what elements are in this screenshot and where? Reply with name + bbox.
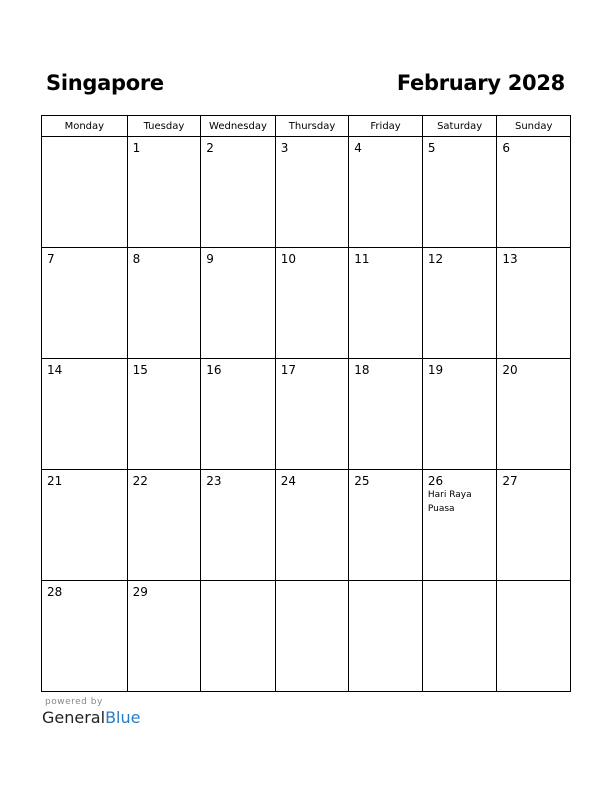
day-number: 5 [427, 141, 436, 155]
day-number: 25 [354, 474, 370, 488]
day-cell [497, 470, 571, 581]
day-cell [201, 470, 276, 581]
day-number: 6 [502, 141, 511, 155]
day-cell-holiday [422, 470, 497, 581]
day-cell [127, 137, 201, 248]
weekday-header-row [42, 116, 571, 137]
day-cell [497, 248, 571, 359]
day-number: 8 [132, 252, 141, 266]
day-number: 7 [47, 252, 55, 266]
day-cell [349, 248, 423, 359]
day-cell [422, 248, 497, 359]
weekday-header: Monday [42, 116, 128, 137]
day-number: 22 [132, 474, 148, 488]
weekday-header: Thursday [275, 116, 349, 137]
day-cell [201, 359, 276, 470]
day-number: 2 [206, 141, 214, 155]
day-cell [201, 137, 276, 248]
day-cell [275, 359, 349, 470]
day-cell [127, 359, 201, 470]
week-row [42, 581, 571, 692]
day-cell [422, 359, 497, 470]
day-cell [349, 359, 423, 470]
weekday-header: Sunday [497, 116, 571, 137]
day-cell [42, 581, 128, 692]
generalblue-logo[interactable] [42, 708, 140, 727]
day-cell [275, 137, 349, 248]
day-cell [422, 137, 497, 248]
weekday-header: Tuesday [127, 116, 201, 137]
day-cell [42, 248, 128, 359]
day-cell [127, 248, 201, 359]
holiday-label: Hari Raya [427, 490, 472, 500]
day-number: 19 [427, 363, 444, 377]
week-row [42, 359, 571, 470]
weekday-header: Saturday [422, 116, 497, 137]
powered-by-text: powered by [45, 697, 103, 707]
day-number [201, 581, 275, 585]
day-cell [127, 470, 201, 581]
week-row [42, 470, 571, 581]
day-cell [275, 248, 349, 359]
week-row [42, 137, 571, 248]
week-row [42, 248, 571, 359]
day-number [423, 581, 497, 585]
day-number: 11 [354, 252, 370, 266]
day-number: 18 [354, 363, 370, 377]
day-number: 10 [280, 252, 297, 266]
holiday-label: Puasa [427, 504, 455, 514]
day-number: 28 [47, 585, 63, 599]
day-number: 15 [132, 363, 148, 377]
day-number [42, 137, 127, 141]
day-number [349, 581, 422, 585]
calendar-grid [41, 115, 571, 692]
day-cell [275, 581, 349, 692]
calendar-country-title: Singapore [46, 71, 164, 95]
day-cell [201, 581, 276, 692]
calendar-month-title: February 2028 [396, 71, 565, 95]
day-cell [42, 137, 128, 248]
day-number: 24 [280, 474, 297, 488]
day-number: 12 [427, 252, 444, 266]
brand-blue-text: Blue [105, 708, 141, 727]
day-cell [497, 581, 571, 692]
day-cell [349, 137, 423, 248]
day-number [497, 581, 570, 585]
day-number: 27 [502, 474, 518, 488]
day-number: 29 [132, 585, 148, 599]
day-number: 3 [280, 141, 289, 155]
day-number: 20 [502, 363, 518, 377]
day-number [276, 581, 349, 585]
day-number: 1 [132, 141, 141, 155]
day-number: 9 [206, 252, 214, 266]
day-number: 14 [47, 363, 63, 377]
day-number: 21 [47, 474, 63, 488]
day-number: 26 [427, 474, 444, 488]
day-cell [42, 470, 128, 581]
day-number: 4 [354, 141, 362, 155]
weekday-header: Wednesday [201, 116, 276, 137]
day-number: 16 [206, 363, 222, 377]
day-cell [201, 248, 276, 359]
day-cell [349, 470, 423, 581]
day-cell [42, 359, 128, 470]
day-cell [275, 470, 349, 581]
day-cell [497, 137, 571, 248]
day-number: 13 [502, 252, 518, 266]
brand-general-text: General [42, 708, 106, 727]
day-cell [349, 581, 423, 692]
weekday-header: Friday [349, 116, 423, 137]
day-number: 17 [280, 363, 297, 377]
day-cell [422, 581, 497, 692]
day-cell [127, 581, 201, 692]
day-cell [497, 359, 571, 470]
day-number: 23 [206, 474, 222, 488]
